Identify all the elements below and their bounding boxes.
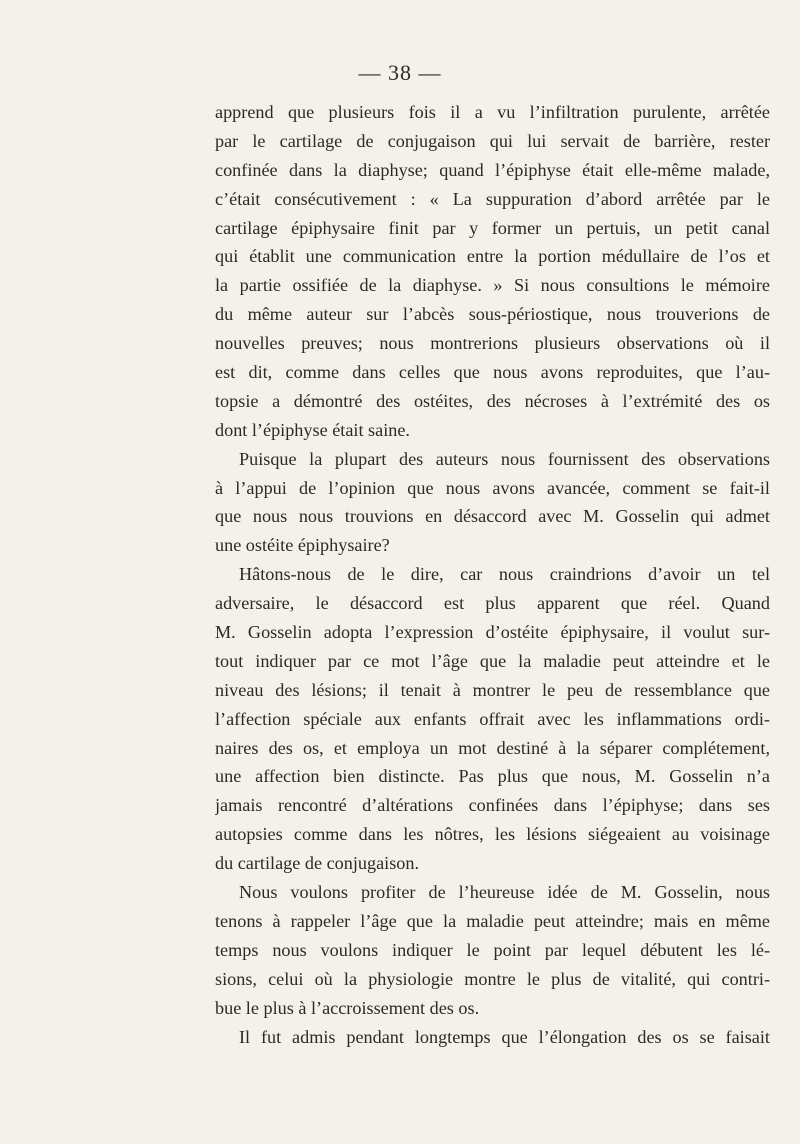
- text-line: tout indiquer par ce mot l’âge que la maladie peut atteindre et le: [215, 650, 770, 671]
- text-line: nouvelles preuves; nous montrerions plusieurs observations où il: [215, 333, 770, 354]
- text-line: une affection bien distincte. Pas plus que nous, M. Gosselin n’a: [215, 766, 770, 787]
- text-line: naires des os, et employa un mot destiné à la séparer complétement,: [215, 737, 770, 758]
- text-line: apprend que plusieurs fois il a vu l’infiltration purulente, arrêtée: [215, 102, 770, 122]
- text-line: temps nous voulons indiquer le point par lequel débutent les lé-: [215, 939, 770, 960]
- text-line: autopsies comme dans les nôtres, les lésions siégeaient au voisinage: [215, 824, 770, 845]
- text-line: la partie ossifiée de la diaphyse. » Si nous consultions le mémoire: [215, 275, 770, 296]
- text-line: une ostéite épiphysaire?: [215, 535, 390, 556]
- text-line: l’affection spéciale aux enfants offrait avec les inflammations ordi-: [215, 708, 770, 729]
- text-line: niveau des lésions; il tenait à montrer le peu de ressemblance que: [215, 679, 770, 700]
- text-line: topsie a démontré des ostéites, des nécroses à l’extrémité des os: [215, 390, 770, 411]
- text-line: Hâtons-nous de le dire, car nous craindrions d’avoir un tel: [239, 564, 770, 585]
- text-line: du même auteur sur l’abcès sous-périostique, nous trouverions de: [215, 304, 770, 325]
- text-line: que nous nous trouvions en désaccord avec M. Gosselin qui admet: [215, 506, 770, 527]
- text-line: cartilage épiphysaire finit par y former un pertuis, un petit canal: [215, 217, 770, 238]
- text-line: adversaire, le désaccord est plus apparent que réel. Quand: [215, 593, 770, 614]
- text-line: est dit, comme dans celles que nous avons reproduites, que l’au-: [215, 362, 770, 383]
- text-line: Il fut admis pendant longtemps que l’élongation des os se faisait: [239, 1026, 770, 1047]
- text-line: Nous voulons profiter de l’heureuse idée de M. Gosselin, nous: [239, 882, 770, 903]
- page-number: — 38 —: [358, 60, 442, 85]
- text-line: qui établit une communication entre la portion médullaire de l’os et: [215, 246, 770, 267]
- text-line: sions, celui où la physiologie montre le plus de vitalité, qui contri-: [215, 968, 770, 989]
- text-line: c’était consécutivement : « La suppuration d’abord arrêtée par le: [215, 188, 770, 209]
- text-line: tenons à rappeler l’âge que la maladie peut atteindre; mais en même: [215, 910, 770, 931]
- text-line: dont l’épiphyse était saine.: [215, 419, 410, 440]
- text-line: du cartilage de conjugaison.: [215, 853, 420, 874]
- text-line: M. Gosselin adopta l’expression d’ostéite épiphysaire, il voulut sur-: [215, 622, 770, 643]
- text-line: jamais rencontré d’altérations confinées dans l’épiphyse; dans ses: [215, 795, 770, 816]
- text-line: par le cartilage de conjugaison qui lui servait de barrière, rester: [215, 130, 770, 151]
- text-line: bue le plus à l’accroissement des os.: [215, 997, 480, 1018]
- text-line: à l’appui de l’opinion que nous avons avancée, comment se fait-il: [215, 477, 770, 498]
- text-line: Puisque la plupart des auteurs nous fournissent des observations: [239, 448, 770, 469]
- text-line: confinée dans la diaphyse; quand l’épiphyse était elle-même malade,: [215, 159, 770, 180]
- body-text: [215, 98, 770, 1051]
